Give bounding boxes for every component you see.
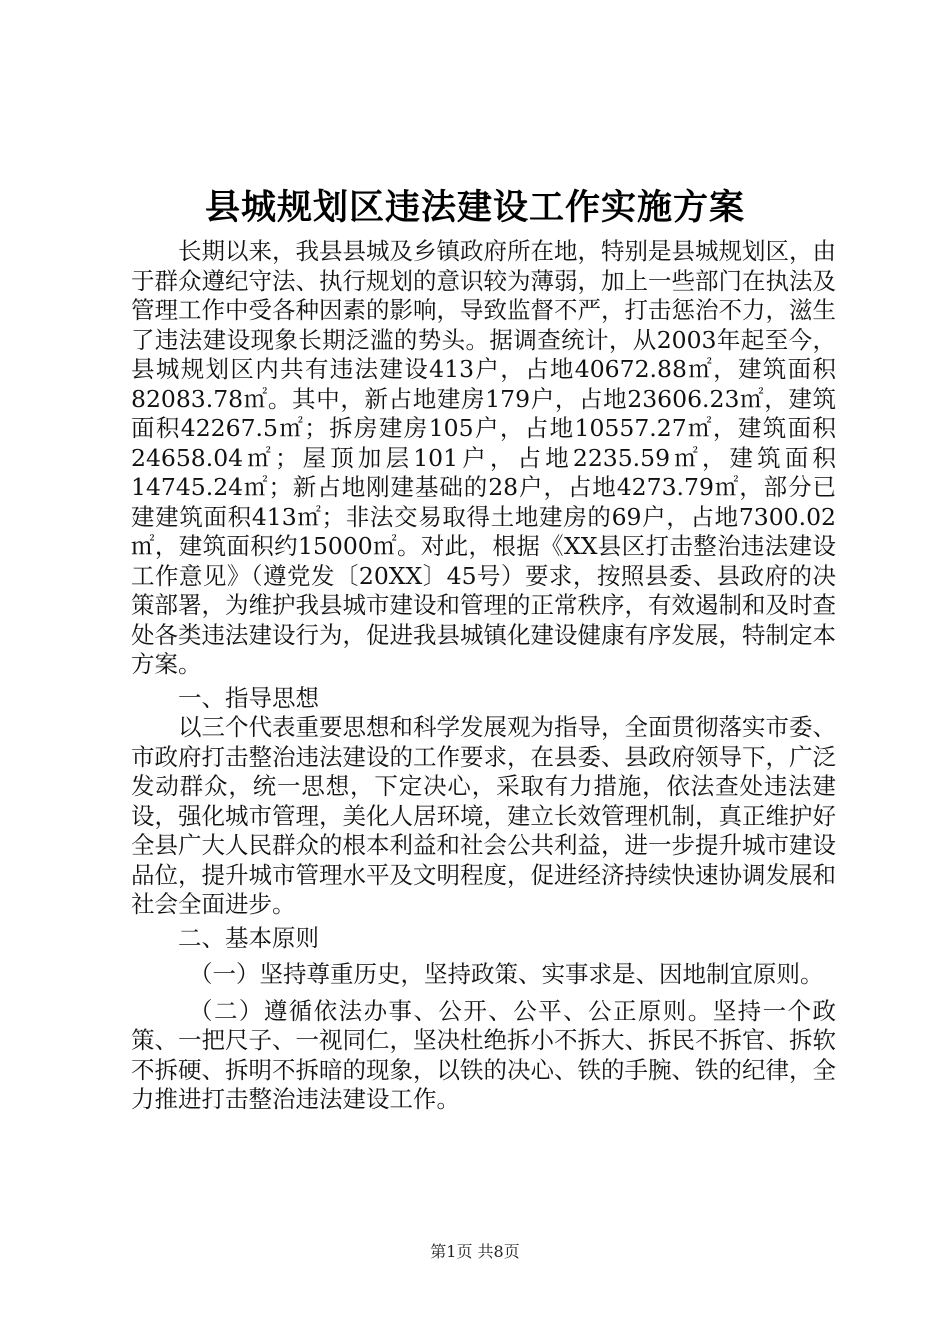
paragraph-principle-2: （二）遵循依法办事、公开、公平、公正原则。坚持一个政策、一把尺子、一视同仁，坚决杜绝拆小不拆大、拆民不拆官、拆软不拆硬、拆明不拆暗的现象，以铁的决心、铁的手腕、铁的纪律，全力推进打击整治违法建设工作。	[131, 996, 836, 1113]
page-footer: 第1页 共8页	[430, 1242, 520, 1261]
paragraph-intro: 长期以来，我县县城及乡镇政府所在地，特别是县城规划区，由于群众遵纪守法、执行规划的意识较为薄弱，加上一些部门在执法及管理工作中受各种因素的影响，导致监督不严，打击惩治不力，滋生了违法建设现象长期泛滥的势头。据调查统计，从2003年起至今，县城规划区内共有违法建设413户，占地40672.88㎡，建筑面积82083.78㎡。其中，新占地建房179户，占地23606.23㎡，建筑面积42267.5㎡；拆房建房105户，占地10557.27㎡，建筑面积24658.04㎡；屋顶加层101户，占地2235.59㎡，建筑面积14745.24㎡；新占地刚建基础的28户，占地4273.79㎡，部分已建建筑面积413㎡；非法交易取得土地建房的69户，占地7300.02㎡，建筑面积约15000㎡。对此，根据《XX县区打击整治违法建设工作意见》（遵党发〔20XX〕45号）要求，按照县委、县政府的决策部署，为维护我县城市建设和管理的正常秩序，有效遏制和及时查处各类违法建设行为，促进我县城镇化建设健康有序发展，特制定本方案。	[131, 237, 836, 678]
paragraph-principle-1: （一）坚持尊重历史，坚持政策、实事求是、因地制宜原则。	[189, 960, 824, 988]
document-body	[131, 237, 836, 1115]
paragraph-guiding-ideology: 以三个代表重要思想和科学发展观为指导，全面贯彻落实市委、市政府打击整治违法建设的工作要求，在县委、县政府领导下，广泛发动群众，统一思想，下定决心，采取有力措施，依法查处违法建设，强化城市管理，美化人居环境，建立长效管理机制，真正维护好全县广大人民群众的根本利益和社会公共利益，进一步提升城市建设品位，提升城市管理水平及文明程度，促进经济持续快速协调发展和社会全面进步。	[131, 713, 836, 918]
section-heading-basic-principles: 二、基本原则	[178, 923, 319, 952]
section-heading-guiding-ideology: 一、指导思想	[178, 683, 319, 712]
document-title: 县城规划区违法建设工作实施方案	[204, 187, 745, 228]
